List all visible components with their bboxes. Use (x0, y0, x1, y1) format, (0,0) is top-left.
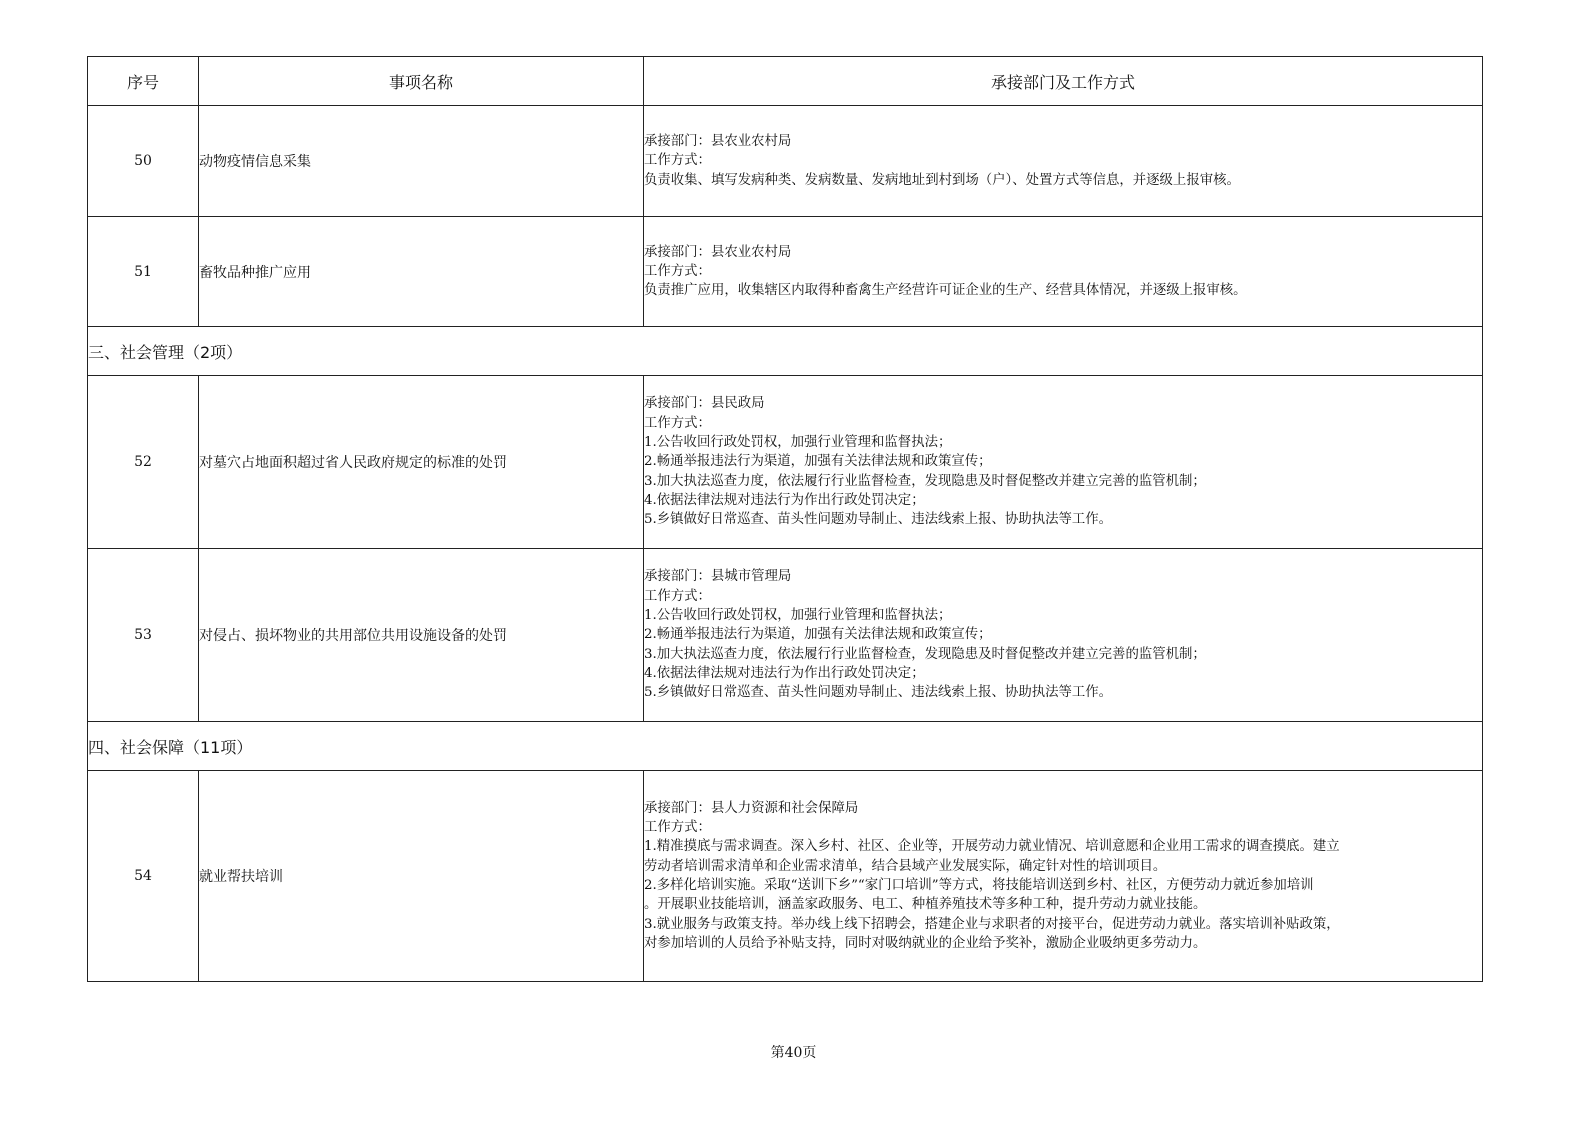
row-detail (644, 549, 1483, 722)
row-item-name: 动物疫情信息采集 (199, 106, 644, 217)
row-number: 54 (88, 771, 199, 982)
row-item-name: 畜牧品种推广应用 (199, 217, 644, 327)
detail-line: 对参加培训的人员给予补贴支持，同时对吸纳就业的企业给予奖补，激励企业吸纳更多劳动力。 (644, 935, 1207, 951)
detail-line: 3.就业服务与政策支持。举办线上线下招聘会，搭建企业与求职者的对接平台，促进劳动力就业。落实培训补贴政策， (644, 916, 1340, 932)
detail-line: 3.加大执法巡查力度，依法履行行业监督检查，发现隐患及时督促整改并建立完善的监管机制； (644, 473, 1206, 489)
row-number: 53 (88, 549, 199, 722)
section-title-social-management: 三、社会管理（2项） (88, 327, 1483, 376)
detail-line: 承接部门：县农业农村局 (644, 244, 792, 260)
detail-line: 5.乡镇做好日常巡查、苗头性问题劝导制止、违法线索上报、协助执法等工作。 (644, 685, 1113, 701)
detail-line: 负责推广应用，收集辖区内取得种畜禽生产经营许可证企业的生产、经营具体情况，并逐级上报审核。 (644, 283, 1247, 299)
detail-line: 1.公告收回行政处罚权，加强行业管理和监督执法； (644, 608, 952, 624)
detail-line: 4.依据法律法规对违法行为作出行政处罚决定； (644, 665, 925, 681)
table-row (88, 549, 1483, 722)
table-row (88, 217, 1483, 327)
row-item-name: 对墓穴占地面积超过省人民政府规定的标准的处罚 (199, 376, 644, 549)
section-row (88, 327, 1483, 376)
section-row (88, 722, 1483, 771)
row-item-name: 就业帮扶培训 (199, 771, 644, 982)
header-serial-number: 序号 (88, 57, 199, 106)
row-detail (644, 217, 1483, 327)
detail-line: 1.公告收回行政处罚权，加强行业管理和监督执法； (644, 435, 952, 451)
row-detail (644, 771, 1483, 982)
detail-line: 劳动者培训需求清单和企业需求清单，结合县域产业发展实际，确定针对性的培训项目。 (644, 858, 1167, 874)
row-number: 50 (88, 106, 199, 217)
detail-line: 承接部门：县农业农村局 (644, 134, 792, 150)
detail-line: 承接部门：县城市管理局 (644, 569, 792, 585)
detail-line: 工作方式： (644, 263, 711, 279)
detail-line: 2.畅通举报违法行为渠道，加强有关法律法规和政策宣传； (644, 627, 992, 643)
detail-line: 工作方式： (644, 820, 711, 836)
table-header-row (88, 57, 1483, 106)
header-item-name: 事项名称 (199, 57, 644, 106)
table-row (88, 771, 1483, 982)
detail-line: 负责收集、填写发病种类、发病数量、发病地址到村到场（户）、处置方式等信息，并逐级上报审核。 (644, 172, 1240, 188)
detail-line: 承接部门：县民政局 (644, 396, 765, 412)
items-table (87, 56, 1483, 982)
header-department-method: 承接部门及工作方式 (644, 57, 1483, 106)
detail-line: 。开展职业技能培训，涵盖家政服务、电工、种植养殖技术等多种工种，提升劳动力就业技能。 (644, 897, 1207, 913)
table-row (88, 376, 1483, 549)
detail-line: 1.精准摸底与需求调查。深入乡村、社区、企业等，开展劳动力就业情况、培训意愿和企业用工需求的调查摸底。建立 (644, 839, 1340, 855)
detail-line: 3.加大执法巡查力度，依法履行行业监督检查，发现隐患及时督促整改并建立完善的监管机制； (644, 646, 1206, 662)
detail-line: 4.依据法律法规对违法行为作出行政处罚决定； (644, 492, 925, 508)
detail-line: 承接部门：县人力资源和社会保障局 (644, 800, 859, 816)
row-number: 51 (88, 217, 199, 327)
row-detail (644, 106, 1483, 217)
table-row (88, 106, 1483, 217)
section-title-social-security: 四、社会保障（11项） (88, 722, 1483, 771)
detail-line: 2.畅通举报违法行为渠道，加强有关法律法规和政策宣传； (644, 454, 992, 470)
detail-line: 5.乡镇做好日常巡查、苗头性问题劝导制止、违法线索上报、协助执法等工作。 (644, 512, 1113, 528)
row-detail (644, 376, 1483, 549)
row-number: 52 (88, 376, 199, 549)
detail-line: 工作方式： (644, 153, 711, 169)
page-number: 第40页 (770, 1045, 817, 1061)
row-item-name: 对侵占、损坏物业的共用部位共用设施设备的处罚 (199, 549, 644, 722)
detail-line: 2.多样化培训实施。采取“送训下乡”“家门口培训”等方式，将技能培训送到乡村、社区，方便劳动力就近参加培训 (644, 878, 1314, 893)
detail-line: 工作方式： (644, 588, 711, 604)
detail-line: 工作方式： (644, 415, 711, 431)
